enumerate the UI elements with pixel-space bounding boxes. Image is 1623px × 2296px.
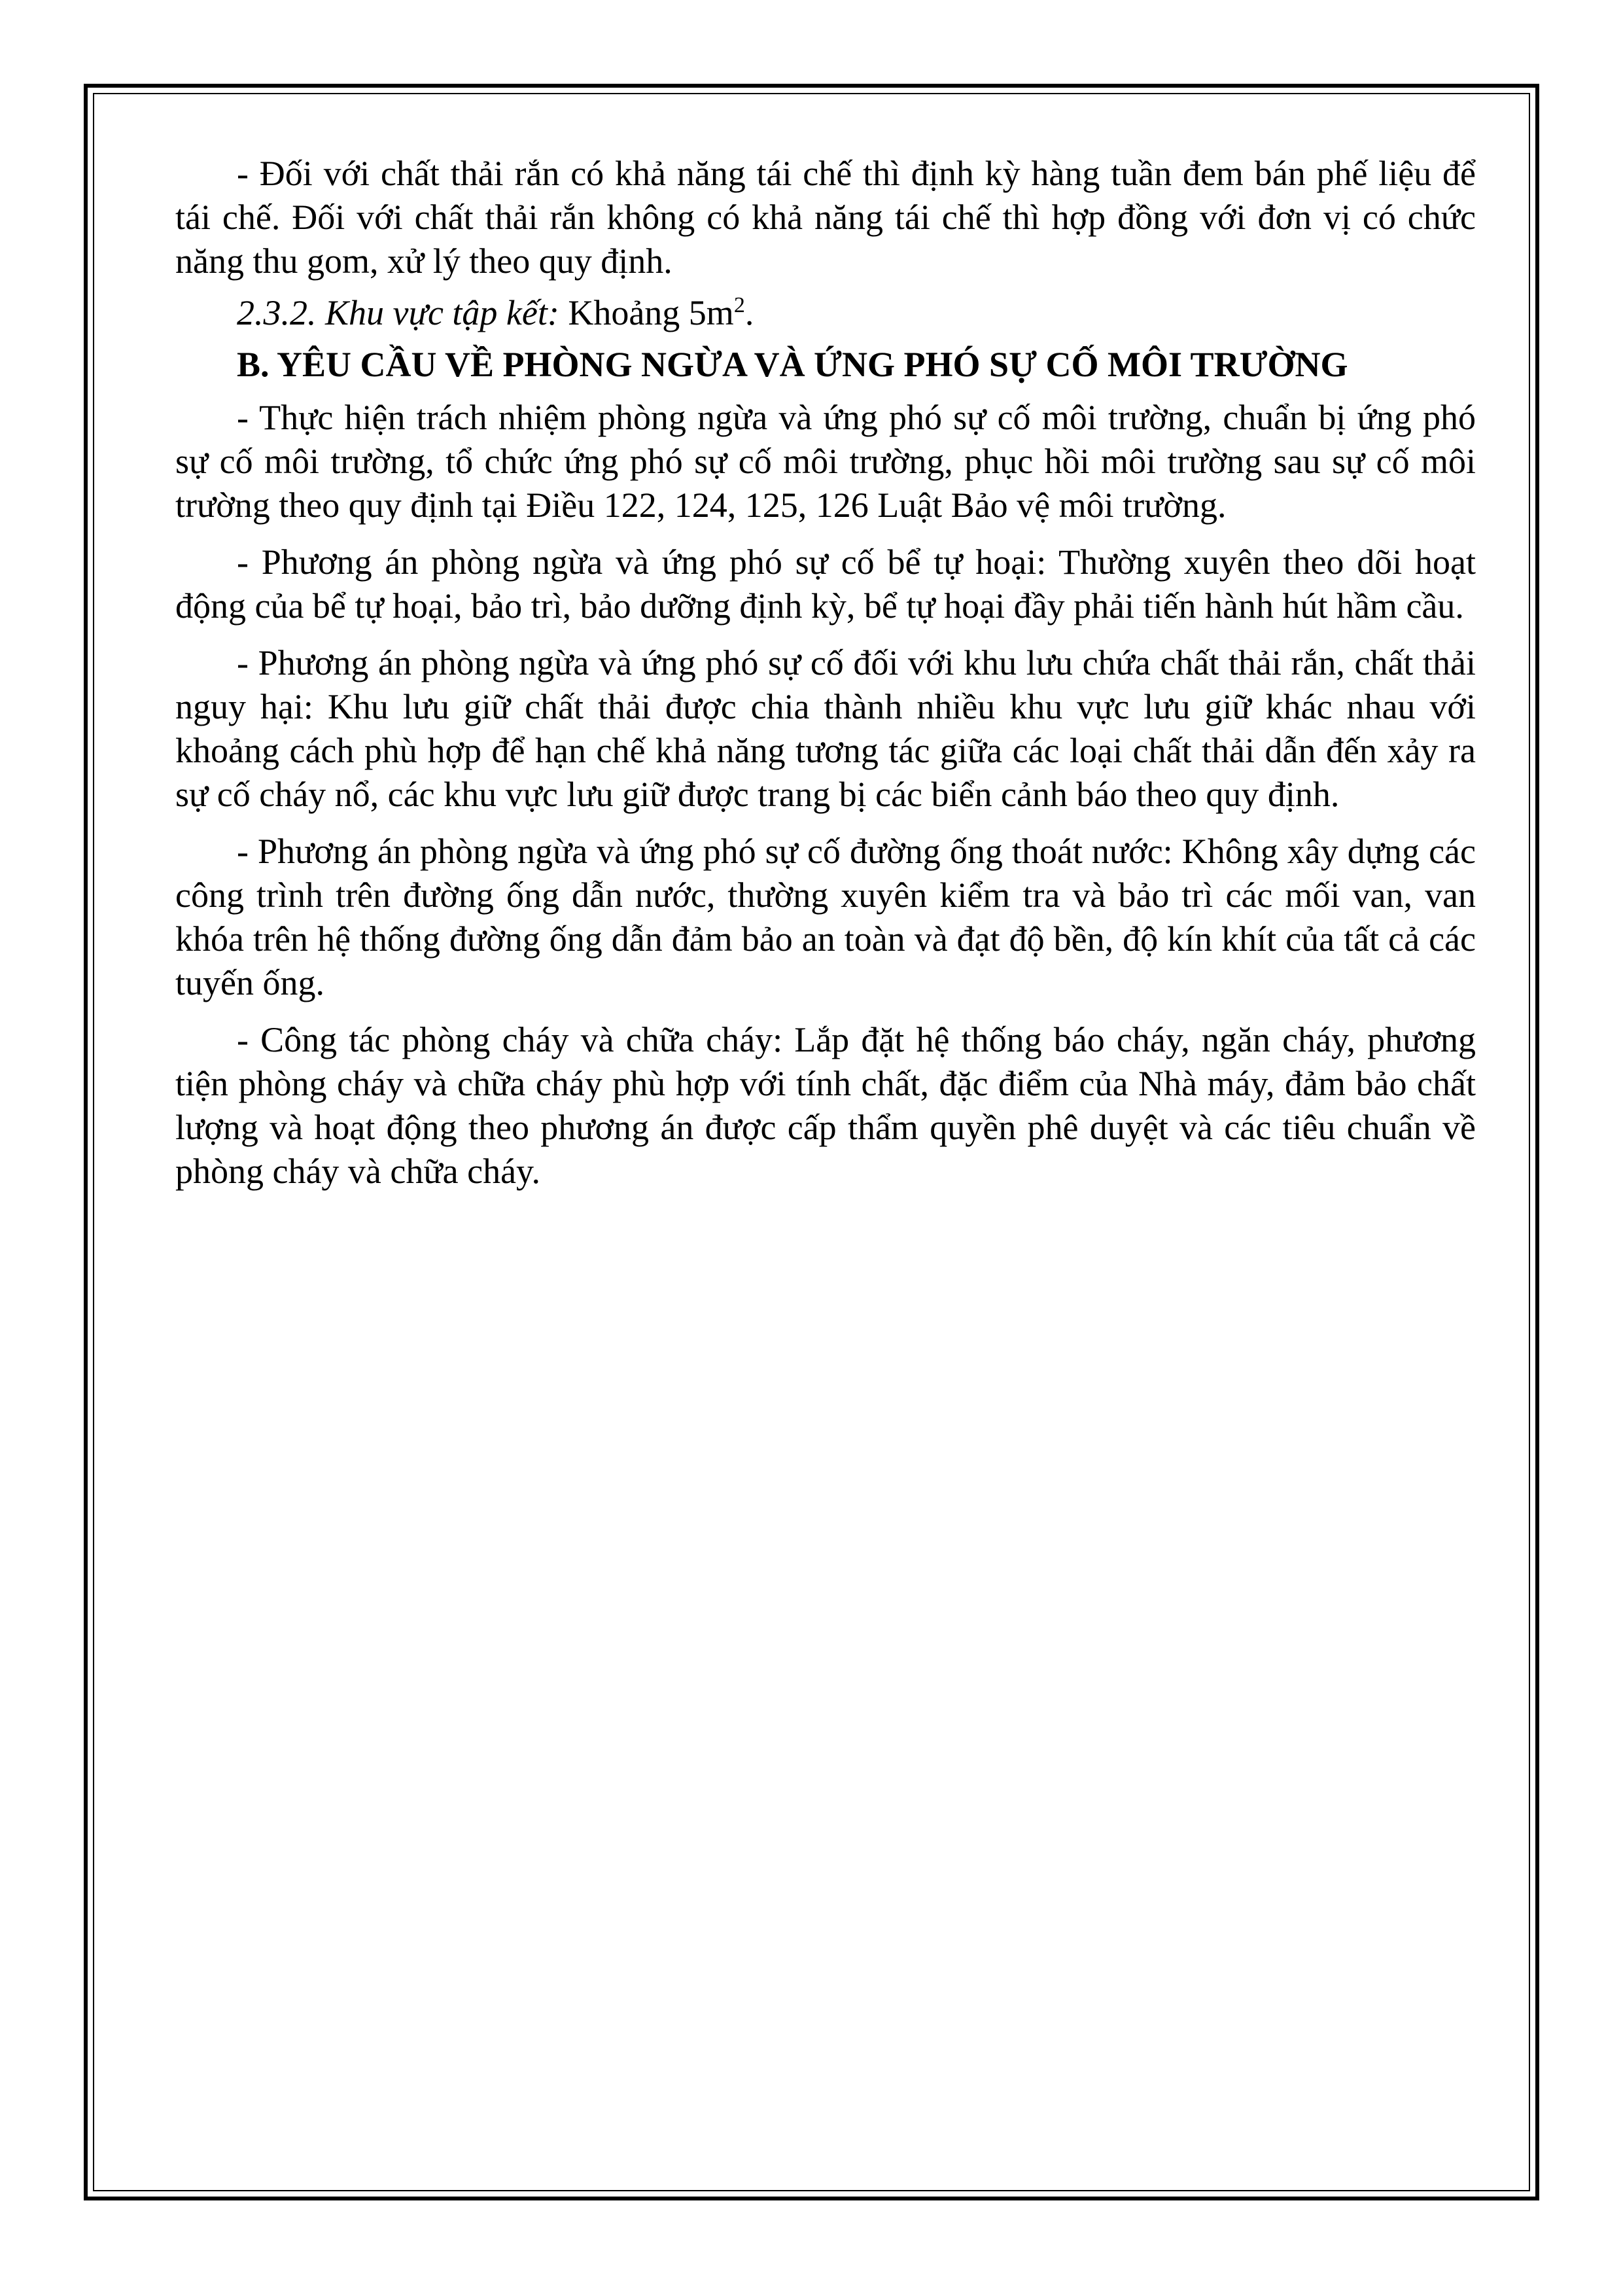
- document-body: [175, 152, 1476, 1207]
- paragraph-waste-storage: - Phương án phòng ngừa và ứng phó sự cố đối với khu lưu chứa chất thải rắn, chất thải nguy hại: Khu lưu giữ chất thải được chia thành nhiều khu vực lưu giữ khác nhau với khoảng cách phù hợp để hạn chế khả năng tương tác giữa các loại chất thải dẫn đến xảy ra sự cố cháy nổ, các khu vực lưu giữ được trang bị các biển cảnh báo theo quy định.: [175, 643, 1476, 814]
- paragraph-responsibility: - Thực hiện trách nhiệm phòng ngừa và ứng phó sự cố môi trường, chuẩn bị ứng phó sự cố môi trường, tổ chức ứng phó sự cố môi trường, phục hồi môi trường sau sự cố môi trường theo quy định tại Điều 122, 124, 125, 126 Luật Bảo vệ môi trường.: [175, 398, 1476, 525]
- paragraph-fire-prevention: - Công tác phòng cháy và chữa cháy: Lắp đặt hệ thống báo cháy, ngăn cháy, phương tiện phòng cháy và chữa cháy phù hợp với tính chất, đặc điểm của Nhà máy, đảm bảo chất lượng và hoạt động theo phương án được cấp thẩm quyền phê duyệt và các tiêu chuẩn về phòng cháy và chữa cháy.: [175, 1020, 1476, 1191]
- section-2-3-2-end: .: [744, 293, 754, 332]
- section-2-3-2-value: Khoảng 5m: [559, 293, 734, 332]
- paragraph-recyclable-waste: - Đối với chất thải rắn có khả năng tái chế thì định kỳ hàng tuần đem bán phế liệu để tái chế. Đối với chất thải rắn không có khả năng tái chế thì hợp đồng với đơn vị có chức năng thu gom, xử lý theo quy định.: [175, 154, 1476, 281]
- paragraph-drainage-pipe: - Phương án phòng ngừa và ứng phó sự cố đường ống thoát nước: Không xây dựng các công trình trên đường ống dẫn nước, thường xuyên kiểm tra và bảo trì các mối van, van khóa trên hệ thống đường ống dẫn đảm bảo an toàn và đạt độ bền, độ kín khít của tất cả các tuyến ống.: [175, 832, 1476, 1002]
- paragraph-septic-tank: - Phương án phòng ngừa và ứng phó sự cố bể tự hoại: Thường xuyên theo dõi hoạt động của bể tự hoại, bảo trì, bảo dưỡng định kỳ, bể tự hoại đầy phải tiến hành hút hầm cầu.: [175, 542, 1476, 626]
- superscript-unit: 2: [733, 293, 745, 317]
- section-2-3-2-label: 2.3.2. Khu vực tập kết:: [237, 293, 559, 332]
- heading-section-b: B. YÊU CẦU VỀ PHÒNG NGỪA VÀ ỨNG PHÓ SỰ CỐ MÔI TRƯỜNG: [237, 345, 1348, 384]
- section-2-3-2: [175, 291, 1476, 335]
